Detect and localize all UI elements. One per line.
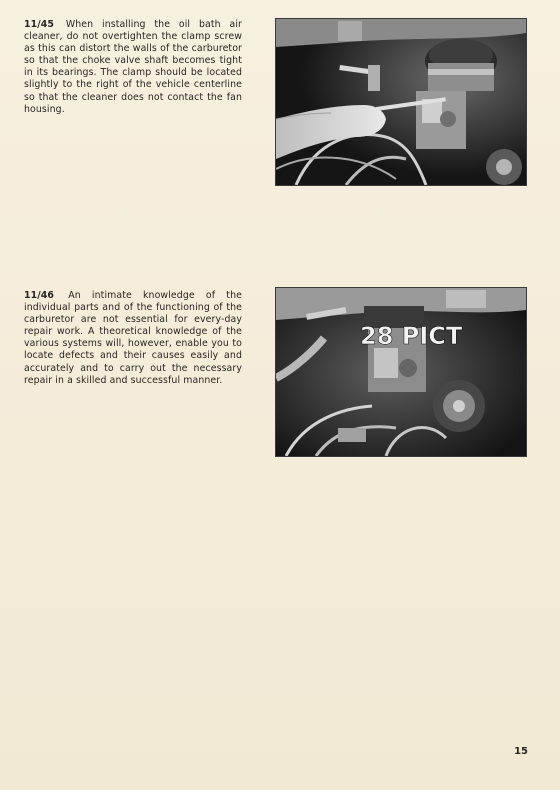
photo-air-cleaner-installation	[276, 19, 526, 185]
photo-air-cleaner-image	[276, 19, 526, 185]
photo-carburetor-image	[276, 288, 526, 456]
paragraph-11-45	[24, 19, 242, 116]
photo-carburetor-28-pict	[276, 288, 526, 456]
paragraph-text: An intimate knowledge of the individual parts and of the functioning of the carburetor are not essential for every-day repair work. A theoretical knowledge of the various systems will, however, enable you to locate defects and their causes easily and accurately and to carry out the necessary repair in a skilled and successful manner.	[24, 290, 242, 386]
paragraph-11-46	[24, 290, 242, 387]
figure-number: 11/45	[24, 19, 55, 30]
paragraph-text: When installing the oil bath air cleaner, do not overtighten the clamp screw as this can distort the walls of the carburetor so that the choke valve shaft becomes tight in its bearings. The clamp should be located slightly to the right of the vehicle centerline so that the cleaner does not contact the fan housing.	[24, 19, 242, 115]
page-number: 15	[514, 746, 528, 757]
image-label: 28 PICT	[360, 322, 463, 350]
figure-number: 11/46	[24, 290, 55, 301]
